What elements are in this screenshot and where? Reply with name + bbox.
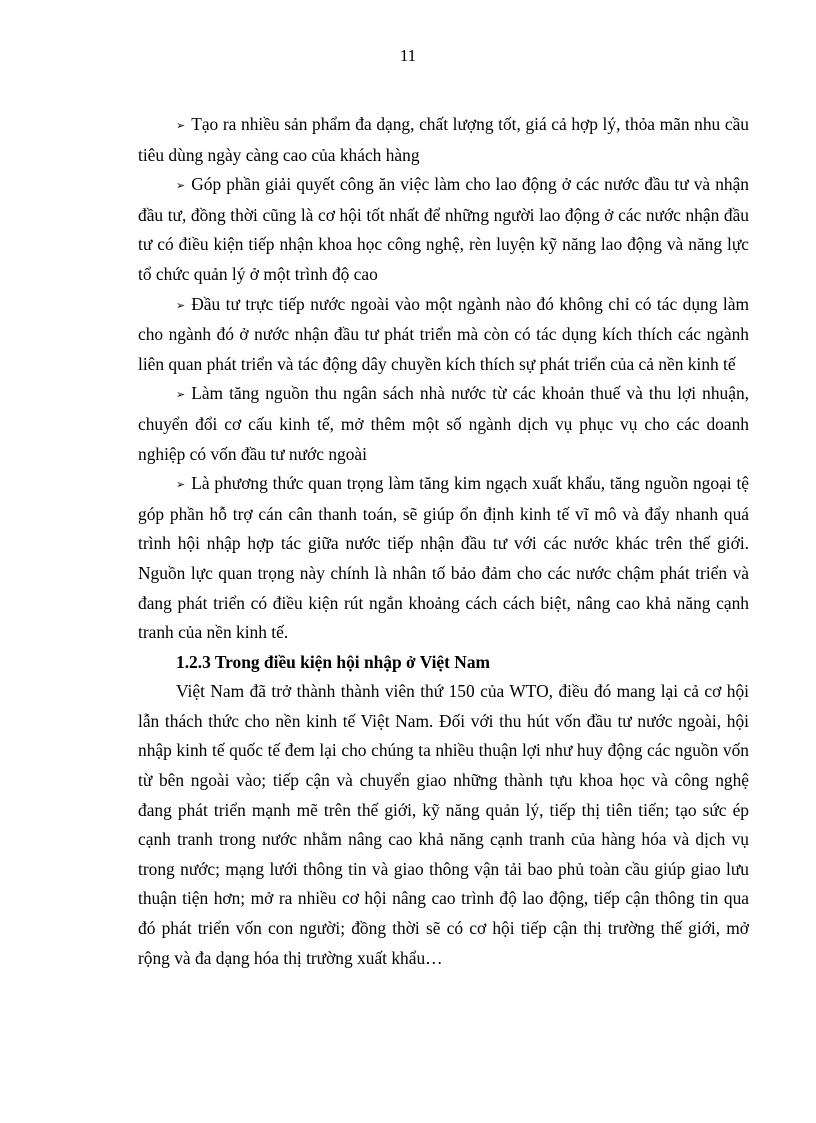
bullet-item-1 [138,110,749,170]
section-heading: 1.2.3 Trong điều kiện hội nhập ở Việt Nam [176,651,491,672]
bullet-item-4 [138,379,749,469]
bullet-text: Làm tăng nguồn thu ngân sách nhà nước từ các khoản thuế và thu lợi nhuận, chuyển đổi cơ cấu kinh tế, mở thêm một số ngành dịch vụ phục vụ cho các doanh nghiệp có vốn đầu tư nước ngoài [138,383,749,464]
page-number: 11 [399,46,417,65]
bullet-item-2 [138,170,749,289]
arrow-bullet-icon: ➢ [176,388,186,402]
bullet-text: Góp phần giải quyết công ăn việc làm cho lao động ở các nước đầu tư và nhận đầu tư, đồng thời cũng là cơ hội tốt nhất để những người lao động ở các nước nhận đầu tư có điều kiện tiếp nhận khoa học công nghệ, rèn luyện kỹ năng lao động và năng lực tổ chức quản lý ở một trình độ cao [138,174,749,284]
arrow-bullet-icon: ➢ [176,179,186,193]
document-body [138,110,749,973]
bullet-text: Là phương thức quan trọng làm tăng kim ngạch xuất khẩu, tăng nguồn ngoại tệ góp phần hỗ trợ cán cân thanh toán, sẽ giúp ổn định kinh tế vĩ mô và đẩy nhanh quá trình hội nhập hợp tác giữa nước tiếp nhận đầu tư với các nước khác trên thế giới. Nguồn lực quan trọng này chính là nhân tố bảo đảm cho các nước chậm phát triển và đang phát triển có điều kiện rút ngắn khoảng cách cách biệt, nâng cao khả năng cạnh tranh của nền kinh tế. [138,473,749,643]
bullet-item-5 [138,469,749,648]
bullet-text: Đầu tư trực tiếp nước ngoài vào một ngành nào đó không chỉ có tác dụng làm cho ngành đó ở nước nhận đầu tư phát triển mà còn có tác dụng kích thích các ngành liên quan phát triển và tác động dây chuyền kích thích sự phát triển của cả nền kinh tế [138,293,749,374]
arrow-bullet-icon: ➢ [176,119,186,132]
arrow-bullet-icon: ➢ [176,478,186,492]
section-paragraph: Việt Nam đã trở thành thành viên thứ 150 của WTO, điều đó mang lại cả cơ hội lẫn thách thức cho nền kinh tế Việt Nam. Đối với thu hút vốn đầu tư nước ngoài, hội nhập kinh tế quốc tế đem lại cho chúng ta nhiều thuận lợi như huy động các nguồn vốn từ bên ngoài vào; tiếp cận và chuyển giao những thành tựu khoa học và công nghệ đang phát triển mạnh mẽ trên thế giới, kỹ năng quản lý, tiếp thị tiên tiến; tạo sức ép cạnh tranh trong nước nhằm nâng cao khả năng cạnh tranh của hàng hóa và dịch vụ trong nước; mạng lưới thông tin và giao thông vận tải bao phủ toàn cầu giúp giao lưu thuận tiện hơn; mở ra nhiều cơ hội nâng cao trình độ lao động, tiếp cận thông tin qua đó phát triển vốn con người; đồng thời sẽ có cơ hội tiếp cận thị trường thế giới, mở rộng và đa dạng hóa thị trường xuất khẩu… [138,681,749,968]
arrow-bullet-icon: ➢ [176,298,186,312]
bullet-item-3 [138,290,749,380]
bullet-text: Tạo ra nhiều sản phẩm đa dạng, chất lượng tốt, giá cả hợp lý, thỏa mãn nhu cầu tiêu dùng ngày càng cao của khách hàng [138,114,749,165]
